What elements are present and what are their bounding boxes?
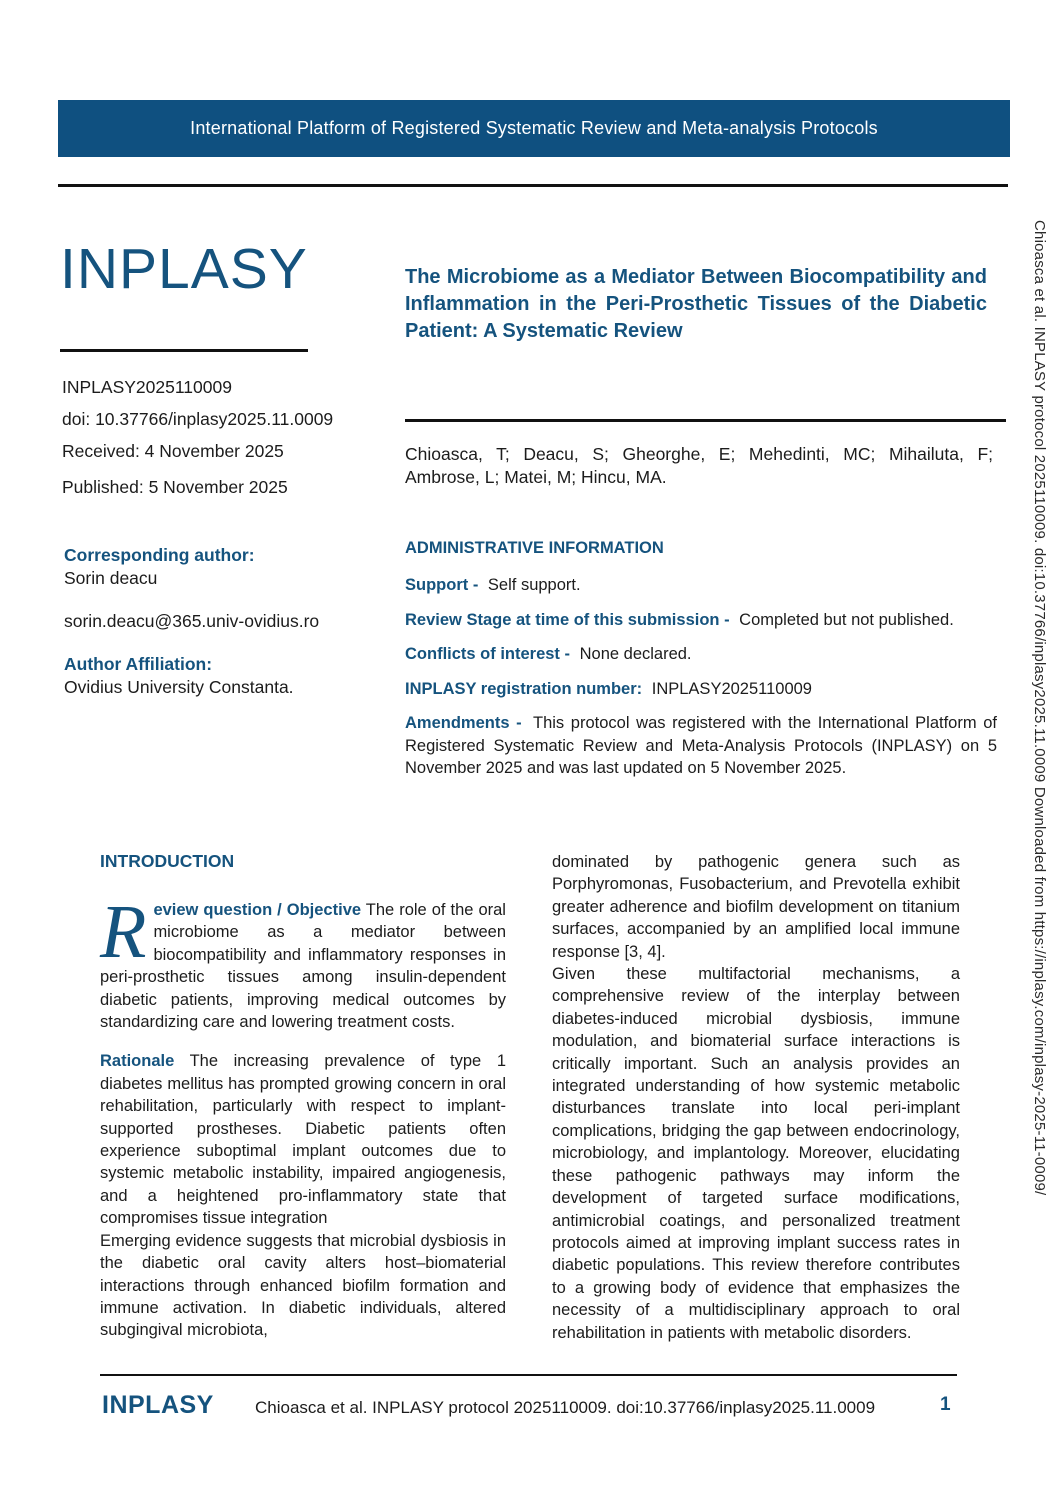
admin-row-registration-number <box>405 678 997 701</box>
doi-line: doi: 10.37766/inplasy2025.11.0009 <box>62 409 334 429</box>
admin-label: Review Stage at time of this submission - <box>405 610 730 629</box>
introduction-right-column <box>552 851 960 1344</box>
admin-row-support <box>405 574 997 597</box>
title-divider <box>405 419 1006 422</box>
footer-divider <box>100 1374 957 1376</box>
rationale-label: Rationale <box>100 1052 175 1071</box>
left-column-continuation: Emerging evidence suggests that microbial dysbiosis in the diabetic oral cavity alters host–biomaterial interactions through enhanced biofilm formation and immune activation. In diabetic individuals, altered subgingival microbiota, <box>100 1231 506 1340</box>
admin-row-conflicts <box>405 643 997 666</box>
admin-label: Amendments - <box>405 714 522 732</box>
introduction-left-column <box>100 890 506 1342</box>
affiliation-label: Author Affiliation: <box>64 654 213 674</box>
administrative-information-section <box>405 539 997 792</box>
admin-section-heading: ADMINISTRATIVE INFORMATION <box>405 539 664 557</box>
rationale-paragraph <box>100 1050 506 1229</box>
rationale-text: The increasing prevalence of type 1 diabetes mellitus has prompted growing concern in oral rehabilitation, particularly with respect to implant-supported prostheses. Diabetic patients often experience suboptimal implant outcomes due to systemic metabolic instability, impaired angiogenesis, and a heightened pro-inflammatory state that compromises tissue integration <box>100 1052 506 1228</box>
logo-divider <box>60 349 308 352</box>
admin-value: Completed but not published. <box>739 610 954 629</box>
affiliation-name: Ovidius University Constanta. <box>64 677 294 697</box>
published-date: Published: 5 November 2025 <box>62 477 288 497</box>
admin-value: None declared. <box>579 645 692 663</box>
received-date: Received: 4 November 2025 <box>62 441 284 461</box>
footer-logo: INPLASY <box>102 1391 214 1419</box>
footer-citation: Chioasca et al. INPLASY protocol 2025110009. doi:10.37766/inplasy2025.11.0009 <box>255 1398 876 1417</box>
article-title: The Microbiome as a Mediator Between Biocompatibility and Inflammation in the Peri-Prosthetic Tissues of the Diabetic Patient: A Systematic Review <box>405 266 987 342</box>
admin-row-amendments <box>405 712 997 780</box>
admin-value: Self support. <box>487 576 581 594</box>
admin-label: Support - <box>405 576 479 594</box>
dropcap-letter: R <box>100 890 147 974</box>
registration-id: INPLASY2025110009 <box>62 377 232 397</box>
author-list: Chioasca, T; Deacu, S; Gheorghe, E; Mehedinti, MC; Mihailuta, F; Ambrose, L; Matei, M; Hincu, MA. <box>405 444 993 487</box>
admin-value: INPLASY2025110009 <box>651 679 812 698</box>
admin-label: Conflicts of interest - <box>405 645 571 663</box>
top-divider <box>58 184 1008 187</box>
platform-banner-text: International Platform of Registered Systematic Review and Meta-analysis Protocols <box>190 118 878 138</box>
introduction-heading: INTRODUCTION <box>100 851 235 871</box>
objective-label: eview question / Objective <box>153 901 362 919</box>
corresponding-author-label: Corresponding author: <box>64 545 255 565</box>
right-column-para1: dominated by pathogenic genera such as Porphyromonas, Fusobacterium, and Prevotella exhibit greater adherence and biofilm development on titanium surfaces, accompanied by an amplified local immune response [3, 4]. <box>552 853 960 961</box>
admin-value: This protocol was registered with the International Platform of Registered Systematic Review and Meta-Analysis Protocols (INPLASY) on 5 November 2025 and was last updated on 5 November 2025. <box>405 714 997 777</box>
corresponding-author-email: sorin.deacu@365.univ-ovidius.ro <box>64 611 320 631</box>
platform-banner <box>58 100 1010 157</box>
vertical-citation-text: Chioasca et al. INPLASY protocol 2025110009. doi:10.37766/inplasy2025.11.0009 Downloaded from https://inplasy.com/inplasy-2025-11-0009/ <box>1031 220 1048 1196</box>
objective-paragraph <box>100 890 506 1033</box>
admin-row-review-stage <box>405 609 997 632</box>
inplasy-logo: INPLASY <box>60 237 308 301</box>
objective-text: The role of the oral microbiome as a mediator between biocompatibility and inflammatory responses in peri-prosthetic tissues among insulin-dependent diabetic patients, improving medical outcomes by standardizing care and lowering treatment costs. <box>100 901 506 1032</box>
right-column-para2: Given these multifactorial mechanisms, a comprehensive review of the interplay between diabetes-induced microbial dysbiosis, immune modulation, and biomaterial surface interactions is critically important. Such an analysis provides an integrated understanding of how systemic metabolic disturbances translate into local peri-implant complications, bridging the gap between endocrinology, microbiology, and implantology. Moreover, elucidating these pathogenic pathways may inform the development of targeted surface modifications, antimicrobial coatings, and personalized treatment protocols aimed at improving implant success rates in diabetic populations. This review therefore contributes to a growing body of evidence that emphasizes the necessity of a multidisciplinary approach to oral rehabilitation in patients with metabolic disorders. <box>552 965 960 1342</box>
page-number: 1 <box>940 1394 951 1415</box>
admin-label: INPLASY registration number: <box>405 679 643 698</box>
corresponding-author-name: Sorin deacu <box>64 568 158 588</box>
